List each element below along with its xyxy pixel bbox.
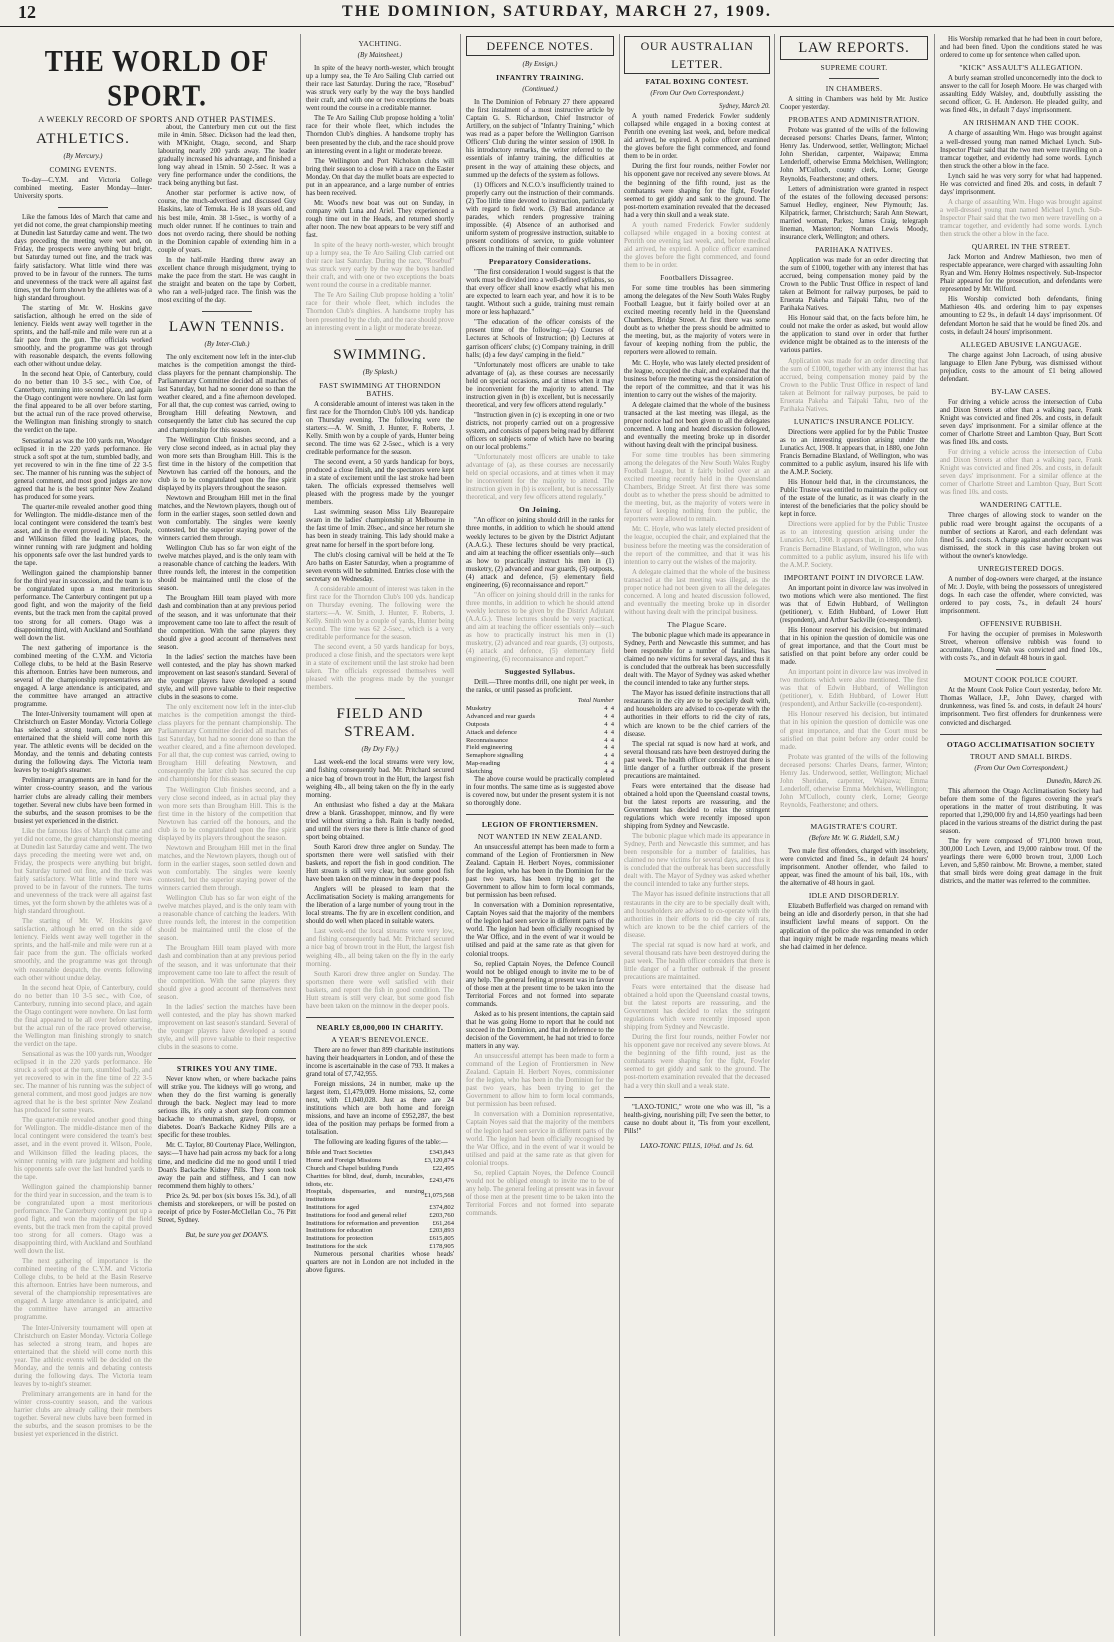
article-paragraph: Another star performer is active now, of course, the much-advertised and discussed Guy Haskins, late of Temuka. He is 18 years old, and his best mile, 4min. 38 1-5sec., is worthy of a much older runner. If he continues to train and does not overdo racing, there should be nothing in the Dominion capable of extending him in a couple of years.	[158, 190, 296, 254]
column-rule	[300, 34, 301, 1636]
abusive-language-head: ALLEGED ABUSIVE LANGUAGE.	[960, 339, 1082, 349]
table-cell: Attack and defence	[466, 728, 517, 736]
article-paragraph: A number of dog-owners were charged, at the instance of Mr. J. Doyle, with being the possessors of unregistered dogs. In each case the offender, where convicted, was ordered to pay costs, 7s., in default 24 hours' imprisonment.	[940, 575, 1102, 615]
article-paragraph: A considerable amount of interest was taken in the first race for the Thorndon Club's 100 yds. handicap on Thursday evening. The following were the starters:—A. W. Smith, J. Hunter, F. Roberts, J. Kelly. Smith won by a couple of yards, Hunter being second. The time was 62 2-5sec., which is a very creditable performance for the season.	[306, 400, 454, 457]
table-cell: £374,802	[429, 1204, 454, 1212]
article-paragraph: The fry were composed of 971,000 brown trout, 300,000 Loch Leven, and 19,000 rainbow trout. Of the yearlings there were 6,000 brown trout, 3,000 Loch Leven, and 5,850 rainbow. Mr. Browne, a member, stated that small birds were doing great damage in the fruit districts, and the matter was referred to the committee.	[940, 838, 1102, 886]
otago-society-head: OTAGO ACCLIMATISATION SOCIETY	[946, 739, 1096, 749]
article-paragraph: South Karori drew three angler on Sunday. The sportsmen there were well satisfied with their baskets, and report the fish in good condition. The Hutt stream is still very clear, but some good fish have been taken on the minnow in the deeper pools.	[306, 970, 454, 1010]
article-paragraph: A charge of assaulting Wm. Hugo was brought against a well-dressed young man named Michael Lynch. Sub-Inspector Phair said that the two men were travelling on a tramcar together, and evidently had some words. Lynch then struck the other a blow in the face.	[940, 130, 1102, 170]
table-cell: £203,760	[429, 1211, 454, 1219]
swimming-title: SWIMMING.	[333, 346, 427, 363]
table-cell: Outposts	[466, 721, 490, 729]
table-row	[306, 1149, 454, 1157]
table-cell: Bible and Tract Societies	[306, 1149, 373, 1157]
article-paragraph: Wellington gained the championship banner for the third year in succession, and the team is to be congratulated upon a most meritorious performance. The Canterbury contingent put up a good fight, and won the majority of the field events, but the track men from the capital proved too strong for all comers. Otago was a disappointing third, with Auckland and Southland well down the list.	[14, 570, 152, 642]
table-cell: Institutions for education	[306, 1227, 373, 1235]
article-paragraph: "Unfortunately most officers are unable to take advantage of (a), as these courses are necessarily held on special occasions, and at times when it may be inconvenient for the majority to attend. The instruction given in (b) is excellent, but is necessarily theoretical, and very few officers attend regularly."	[466, 361, 614, 409]
article-paragraph: Anglers will be pleased to learn that the Acclimatisation Society is making arrangements for the liberation of a large number of young trout in the local streams. The fry are in excellent condition, and should do well when placed in suitable waters.	[306, 886, 454, 926]
lawn-tennis-byline: (By Inter-Club.)	[204, 340, 250, 349]
table-cell: Home and Foreign Missions	[306, 1157, 381, 1165]
article-paragraph: The Brougham Hill team played with more dash and combination than at any previous period of the season, and it was unfortunate that their improvement came too late to affect the result of the competition. With the same players they should give a good account of themselves next season.	[158, 595, 296, 651]
article-paragraph: The only excitement now left in the inter-club matches is the competition amongst the third-class players for the pennant championship. The Parliamentary Committee decided all matches of last Saturday, but had no sooner done so than the weather cleared, and a fine afternoon developed. For all that, the cup contest was carried, owing to Brougham Hill defeating Newtown, and consequently the latter club has secured the cup and championship for this season.	[158, 354, 296, 434]
article-paragraph: An unsuccessful attempt has been made to form a command of the Legion of Frontiersmen in New Zealand. Captain H. Herbert Noyes, commissioner for the legion, who has been in the Dominion for the past two years, has been trying to get the Government to allow him to form local commands, but permission has been refused.	[466, 1053, 614, 1109]
divider	[466, 814, 614, 815]
article-paragraph: An unsuccessful attempt has been made to form a command of the Legion of Frontiersmen in New Zealand. Captain H. Herbert Noyes, commissioner for the legion, who has been in the Dominion for the past two years, has been trying to get the Government to allow him to form local commands, but permission has been refused.	[466, 843, 614, 900]
article-paragraph: A burly seaman strolled unconcernedly into the dock to answer to the call for Joseph Moore. He was charged with assaulting Eddy Walsley, and, doubtfully assisting the second officer, G. H. Anderson. He pleaded guilty, and was fined 40s., in default 7 days' imprisonment.	[940, 75, 1102, 115]
article-paragraph: The starting of Mr. W. Hoskins gave satisfaction, although he erred on the side of leniency. Fields went away well together in the sprints, and the half-mile and mile were run at a fair pace from the gun. The officials worked smoothly, and the programme was got through with reasonable despatch, the events following each other without undue delay.	[14, 304, 152, 369]
table-row	[466, 752, 614, 760]
law-reports-title: LAW REPORTS.	[780, 36, 928, 60]
column-rule	[460, 34, 461, 1636]
charity-title: NEARLY £8,000,000 IN CHARITY.	[316, 1022, 444, 1032]
lunatic-head: LUNATIC'S INSURANCE POLICY.	[793, 416, 915, 426]
article-paragraph: The only excitement now left in the inter-club matches is the competition amongst the third-class players for the pennant championship. The Parliamentary Committee decided all matches of last Saturday, but had no sooner done so than the weather cleared, and a fine afternoon developed. For all that, the cup contest was carried, owing to Brougham Hill defeating Newtown, and consequently the latter club has secured the cup and championship for this season.	[158, 704, 296, 784]
ad-paragraph: Price 2s. 9d. per box (six boxes 15s. 3d.), of all chemists and storekeepers, or will be posted on receipt of price by Foster-McClellan Co., 76 Pitt Street, Sydney.	[158, 1192, 296, 1224]
table-cell: Map-reading	[466, 760, 501, 768]
divider	[624, 1097, 770, 1098]
article-paragraph: A sitting in Chambers was held by Mr. Justice Cooper yesterday.	[780, 96, 928, 112]
wandering-cattle-head: WANDERING CATTLE.	[979, 500, 1063, 510]
table-row	[466, 744, 614, 752]
article-paragraph: Directions were applied for by the Public Trustee as to an interesting question arising under the Lunatics Act, 1908. It appears that, in 1880, one John Francis Bernadine Blaxland, of Wellington, who was committed to a public asylum, insured his life with the A.M.P. Society.	[780, 428, 928, 477]
table-row	[306, 1165, 454, 1173]
sport-headline: THE WORLD OF SPORT.	[44, 44, 270, 113]
on-joining-head: On Joining.	[519, 505, 561, 515]
article-paragraph: The Wellington Club finishes second, and a very close second indeed, as in actual play they won more sets than Brougham Hill. This is the first time in the history of the competition that Newtown has carried off the honours, and the club is to be congratulated upon the fine spirit displayed by its players throughout the season.	[158, 786, 296, 842]
mount-cook-head: MOUNT COOK POLICE COURT.	[964, 675, 1078, 685]
article-paragraph: "The education of the officer consists of the present time of the following:—(a) Courses of Lectures at Schools of Instruction; (b) Lectures at garrison officers' clubs; (c) Company training, in drill halls; (d) a few days' camping in the field."	[466, 319, 614, 359]
defence-title: DEFENCE NOTES.	[466, 36, 614, 56]
not-wanted-head: NOT WANTED IN NEW ZEALAND.	[477, 831, 603, 841]
table-cell: 4	[610, 767, 614, 775]
article-paragraph: At the Mount Cook Police Court yesterday, before Mr. Thomas Wallace, J.P., John Davey, charged with drunkenness, was fined 5s. and costs, in default 24 hours' imprisonment. Two first offenders for drunkenness were convicted and discharged.	[940, 687, 1102, 727]
column-court-continued	[940, 36, 1102, 1636]
article-paragraph: Lynch said he was very sorry for what had happened. He was convicted and fined 20s. and costs, in default 7 days' imprisonment.	[940, 172, 1102, 196]
divider	[940, 734, 1102, 735]
article-paragraph: There are no fewer than 899 charitable institutions having their headquarters in London, and of these the income is ascertainable in the case of 793. It makes a grand total of £7,742,955.	[306, 1046, 454, 1079]
article-paragraph: This afternoon the Otago Acclimatisation Society had before them some of the figures covering the year's operations in the matter of trout distributing. It was reported that 1,290,000 fry and 14,850 yearlings had been placed in the various streams of the district during the past season.	[940, 787, 1102, 835]
correspondent-note: (From Our Own Correspondent.)	[974, 763, 1068, 772]
table-cell: £615,805	[429, 1235, 454, 1243]
article-paragraph: The Brougham Hill team played with more dash and combination than at any previous period of the season, and it was unfortunate that their improvement came too late to affect the result of the competition. With the same players they should give a good account of themselves next season.	[158, 945, 296, 1001]
in-chambers-head: IN CHAMBERS.	[825, 84, 883, 94]
table-cell: 4	[604, 736, 608, 744]
article-paragraph: In conversation with a Dominion representative, Captain Noyes said that the majority of the members of the legion had seen service in different parts of the world. The legion had been officially recognised by the War Office, and in the event of war it would be utilised and paid at the same rate as that given for colonial troops.	[466, 1111, 614, 1167]
probates-head: PROBATES AND ADMINISTRATION.	[788, 115, 920, 125]
article-paragraph: Mr. Wood's new boat was out on Sunday, in company with Luna and Ariel. They experienced a rough time out in the Heads, and returned shortly after noon. The new boat appears to be very stiff and fast.	[306, 199, 454, 240]
column-law-reports	[780, 36, 928, 1636]
ad-verse: "LAXO-TONIC," wrote one who was ill, "is a health-giving, nourishing pill; I've seen the better, to cause no doubt about it, 'Tis from your excellent, Pills!"	[624, 1103, 770, 1135]
table-row	[306, 1220, 454, 1228]
doans-ad-title: STRIKES YOU ANY TIME.	[176, 1064, 278, 1074]
article-paragraph: The Te Aro Sailing Club propose holding a 'tolin' race for their whole fleet, which includes the Thorndon Club's dinghies. A handsome trophy has been presented by the club, and the race should prove an interesting event in a light or moderate breeze.	[306, 292, 454, 332]
table-cell: 4	[610, 752, 614, 760]
article-paragraph: The Mayor has issued definite instructions that all restaurants in the city are to be specially dealt with, and householders are advised to co-operate with the authorities in their efforts to rid the city of rats, which are known to be the chief carriers of the disease.	[624, 690, 770, 738]
field-stream-title: FIELD AND STREAM.	[336, 706, 424, 741]
article-paragraph: The above course would be practically completed in four months. The same time as is suggested above is covered now, but under the present system it is not so thoroughly done.	[466, 775, 614, 807]
irishman-head: AN IRISHMAN AND THE COOK.	[962, 118, 1080, 128]
article-paragraph: Fears were entertained that the disease had obtained a hold upon the Queensland coastal towns, but the latest reports are reassuring, and the Government has decided to relax the stringent regulations which were recently imposed upon shipping from Sydney and Newcastle.	[624, 983, 770, 1032]
article-paragraph: The charge against John Lacroach, of using abusive language to Ellen Jane Pyburg, was dismissed without prejudice, costs to the amount of £1 being allowed defendant.	[940, 351, 1102, 383]
divider	[780, 816, 928, 817]
infantry-continued: (Continued.)	[522, 85, 558, 94]
article-paragraph: "The first consideration I would suggest is that the work must be divided into a well-defined syllabus, so that every officer shall know exactly what his men are expected to learn each year, and how it is to be taught. Without such a guide, training must remain more or less haphazard."	[466, 269, 614, 317]
magistrates-court-head: MAGISTRATE'S COURT.	[810, 821, 898, 831]
divider	[355, 339, 405, 340]
article-paragraph: (1) Officers and N.C.O.'s insufficiently trained to properly carry out the instruction of their commands. (2) Too little time devoted to instruction, particularly with regard to field work. (3) Bad attendance at parades, which renders progressive training impossible. (4) Absence of an authorised and uniform system of progressive instruction, suitable to present conditions of service, to guide volunteer officers in the training of their commands.	[466, 181, 614, 253]
table-cell: Field engineering	[466, 744, 513, 752]
table-cell: 4	[604, 705, 608, 713]
table-cell: 4	[610, 713, 614, 721]
article-paragraph: Mr. C. Hoyle, who was lately elected president of the league, occupied the chair, and explained that the business before the meeting was the consideration of the report of the committee, and that it was his intention to carry out the wishes of the majority.	[624, 359, 770, 399]
table-cell: 4	[610, 736, 614, 744]
article-paragraph: For some time troubles has been simmering among the delegates of the New South Wales Rugby Football League, but it fairly boiled over at an excited meeting recently held in the Queensland Chambers, Bridge Street. At first there was some doubt as to whether the press should be admitted to the meeting, but, as the majority of voters were in favour of keeping nothing from the public, the reporters were allowed to remain.	[624, 285, 770, 357]
parihaka-head: PARIHAKA NATIVES.	[815, 244, 893, 254]
article-paragraph: Probate was granted of the wills of the following deceased persons: Charles Deans, farmer, Winton; Henry Jas. Underwood, settler, Wellington; Michael John Sheridan, carpenter, Waipawa; Emma Lenderloff, otherwise Emma Melchisen, Wellington; John M'Culloch, county clerk, Lorne; George Reynolds, Featherstone; and others.	[780, 753, 928, 809]
article-paragraph: Last week-end the local streams were very low, and fishing consequently bad. Mr. Pritchard secured a nice bag of brown trout in the Hutt, the largest fish weighing 4lb., all being taken on the fly in the early morning.	[306, 759, 454, 799]
divorce-head: IMPORTANT POINT IN DIVORCE LAW.	[783, 572, 925, 582]
column-rule	[934, 34, 935, 1636]
article-paragraph: Last swimming season Miss Lily Beaurepaire swam in the ladies' championship at Melbourne in the fast time of 1min. 20sec., and since her return she has been in steady training. This lady should make a great name for herself in the sport before long.	[306, 509, 454, 549]
article-paragraph: So, replied Captain Noyes, the Defence Council would not be obliged enough to invite me to be of any help. The general feeling at present was in favour of those men at the present time to be taken into the Territorial Forces and not formed into separate commands.	[466, 960, 614, 1008]
article-paragraph: Sensational as was the 100 yards run, Woodger eclipsed it in the 220 yards performance. He struck a soft spot at the turn, stumbled badly, and yet recovered to win in the fine time of 22 3-5 sec. The manner of his running was the subject of general comment, and most good judges are now agreed that he is the best sprinter New Zealand has produced for some years.	[14, 1050, 152, 1115]
athletics-byline: (By Mercury.)	[63, 152, 103, 160]
article-paragraph: An important point in divorce law was involved in two motions which were also mentioned. The first was that of Edwin Hubbard, of Wellington (petitioner), v. Edith Hubbard, of Lower Hutt (respondent), and Arthur Sackville (co-respondent).	[780, 669, 928, 709]
table-row	[466, 713, 614, 721]
article-paragraph: In the second heat Opie, of Canterbury, could do no better than 10 3-5 sec., with Coe, of Canterbury, running into second place, and again the Otago contingent were nowhere. On last form the final appeared to be all over before starting, but the actual run of the race proved otherwise, the Wellington man finishing strongly to snatch the verdict on the tape.	[14, 371, 152, 435]
table-cell: 4	[610, 744, 614, 752]
article-paragraph: The Mayor has issued definite instructions that all restaurants in the city are to be specially dealt with, and householders are advised to co-operate with the authorities in their efforts to rid the city of rats, which are known to be the chief carriers of the disease.	[624, 891, 770, 939]
correspondent-note: (From Our Own Correspondent.)	[650, 89, 744, 98]
article-paragraph: In spite of the heavy north-wester, which brought up a lumpy sea, the Te Aro Sailing Club carried out their race last Saturday. During the race, "Rosebud" was struck very early by the way the boys handled their craft, and with one or two exceptions the boats went round the course in a creditable manner.	[306, 65, 454, 113]
article-paragraph: The next gathering of importance is the combined meeting of the C.Y.M. and Victoria College clubs, to be held at the Basin Reserve this afternoon. Entries have been numerous, and several of the championship representatives are engaged. A large attendance is anticipated, and the committee have arranged an attractive programme.	[14, 644, 152, 708]
table-cell: Institutions for reformation and prevention	[306, 1219, 419, 1227]
table-cell: Reconnaissance	[466, 736, 509, 744]
table-row	[466, 768, 614, 776]
article-paragraph: His Worship remarked that he had been in court before, and had been fined. Upon the conditions stated he was ordered to come up for sentence when called upon.	[940, 36, 1102, 60]
table-cell: £1,075,568	[424, 1192, 454, 1200]
article-paragraph: Foreign missions, 24 in number, make up the largest item, £1,479,009. Home missions, 52, come next, with £1,040,028. Just as there are 24 institutions which are both home and foreign missions, and have an income of £952,287, the best idea of the position may perhaps be formed from a totalisation.	[306, 1081, 454, 1137]
divider	[996, 669, 1046, 670]
article-paragraph: The bubonic plague which made its appearance in Sydney, Perth and Newcastle this summer, and has been responsible for a number of fatalities, has claimed no new victims for several days, and thus it is concluded that the outbreak has been successfully dealt with. The Mayor of Sydney was asked whether the council intended to take any further steps.	[624, 632, 770, 688]
article-paragraph: A youth named Frederick Fowler suddenly collapsed while engaged in a boxing contest at Penrith one evening last week, and, before medical aid arrived, he expired. A police officer examined the gloves before the fight commenced, and found them to be in order.	[624, 221, 770, 269]
legion-head: LEGION OF FRONTIERSMEN.	[481, 819, 599, 829]
table-cell: £178,905	[429, 1243, 454, 1251]
divider	[202, 311, 252, 312]
article-paragraph: The club's closing carnival will be held at the Te Aro baths on Easter Saturday, when a programme of seven events will be submitted. Entries close with the secretary on Wednesday.	[306, 551, 454, 583]
article-paragraph: Asked as to his present intentions, the captain said that he was going Home to report that he could not succeed in the Dominion, and that in deference to the decision of the Government, he had not tried to force matters in any way.	[466, 1010, 614, 1051]
column-yachting	[306, 36, 454, 1636]
divider	[58, 207, 108, 208]
ad-paragraph: Mr. C. Taylor, 80 Courtenay Place, Wellington, says:—'I have had pain across my back for a long time, and medicine did me no good until I tried Doan's Backache Kidney Pills. They soon took away the pain and stiffness, and I can now recommend them highly to others.'	[158, 1142, 296, 1190]
table-row	[306, 1204, 454, 1212]
offensive-rubbish-head: OFFENSIVE RUBBISH.	[979, 619, 1063, 629]
table-row	[306, 1235, 454, 1243]
page-number: 12	[18, 2, 36, 22]
quarrel-head: QUARREL IN THE STREET.	[971, 242, 1071, 252]
bylaw-head: BY-LAW CASES.	[991, 386, 1051, 396]
article-paragraph: "An officer on joining should drill in the ranks for three months, in addition to which he should attend weekly lectures to be given by the District Adjutant (A.A.G.). These lectures should be very practical, and aim at teaching the officer essentials only—such as how to practically instruct his men in (1) musketry, (2) advanced and rear guards, (3) outposts, (4) attack and defence, (5) elementary field engineering, (6) reconnaissance and report."	[466, 591, 614, 664]
ad-paragraph: Never know when, or where backache pains will strike you. The kidneys will go wrong, and when they do the first warning is generally through the back. Neglect may lead to more serious ills, it's only a short step from common backache to rheumatism, gravel, dropsy, or diabetes. Doan's Backache Kidney Pills are a specific for these troubles.	[158, 1076, 296, 1140]
divider	[355, 698, 405, 699]
article-paragraph: Wellington Club has so far won eight of the twelve matches played, and is the only team with a reasonable chance of catching the leaders. With three rounds left, the interest in the competition should be maintained until the close of the season.	[158, 545, 296, 593]
article-paragraph: "An officer on joining should drill in the ranks for three months, in addition to which he should attend weekly lectures to be given by the District Adjutant (A.A.G.). These lectures should be very practical, and aim at teaching the officer essentials only—such as how to practically instruct his men in (1) musketry, (2) advanced and rear guards, (3) outposts, (4) attack and defence, (5) elementary field engineering, (6) reconnaissance and report."	[466, 517, 614, 589]
article-paragraph: His Honour reserved his decision, but intimated that in his opinion the question of domicile was one of great importance, and that the Court must be satisfied on that point before any order could be made.	[780, 711, 928, 751]
article-paragraph: Drill.—Three months drill, one night per week, in the ranks, or until passed as proficient.	[466, 679, 614, 695]
article-paragraph: Application was made for an order directing that the sum of £1000, together with any interest that has accrued, being compensation money paid by the Crown to the Public Trust Office in respect of land taken at Belmont for railway purposes, be paid to Eruerata Pakeha and Taipaki Tahu, two of the Parihaka Natives.	[780, 357, 928, 413]
table-row	[466, 760, 614, 768]
article-paragraph: To-day—C.Y.M. and Victoria College combined meeting. Easter Monday—Inter-University sports.	[14, 177, 152, 201]
article-paragraph: In the half-mile Harding threw away an excellent chance through misjudgment, trying to make the pace from the start. He was caught in the straight and beaten on the tape by Corbett, who ran a well-judged race. The finish was the most exciting of the day.	[158, 256, 296, 304]
column-australian-letter	[624, 36, 770, 1636]
article-paragraph: The Te Aro Sailing Club propose holding a 'tolin' race for their whole fleet, which includes the Thorndon Club's dinghies. A handsome trophy has been presented by the club, and the race should prove an interesting event in a light or moderate breeze.	[306, 115, 454, 155]
australian-letter-title: OUR AUSTRALIAN LETTER.	[624, 36, 770, 74]
article-paragraph: Letters of administration were granted in respect of the estates of the following deceased persons: Samuel Hedley, engineer, New Plymouth; Jas. Kilpatrick, farmer, Christchurch; Sarah Ann Stewart, married woman, Parkes; James Craig, telegraph lineman, Masterton; Norman Lewis Moody, insurance clerk, Wellington; and others.	[780, 185, 928, 241]
table-row	[306, 1173, 454, 1189]
table-cell: 4	[604, 767, 608, 775]
table-row	[306, 1243, 454, 1251]
table-cell: Institutions for aged	[306, 1204, 360, 1212]
article-paragraph: For driving a vehicle across the intersection of Cuba and Dixon Streets at other than a walking pace, Frank Knight was convicted and fined 20s. and costs, in default seven days' imprisonment. For a similar offence at the corner of Charlotte Street and Lambton Quay, Burt Scott was fined 10s. and costs.	[940, 398, 1102, 447]
table-cell: 4	[610, 705, 614, 713]
article-paragraph: An important point in divorce law was involved in two motions which were also mentioned. The first was that of Edwin Hubbard, of Wellington (petitioner), v. Edith Hubbard, of Lower Hutt (respondent), and Arthur Sackville (co-respondent).	[780, 584, 928, 624]
article-paragraph: Preliminary arrangements are in hand for the winter cross-country season, and the various harrier clubs are already calling their members together. Several new clubs have been formed in the suburbs, and the season promises to be the busiest yet experienced in the district.	[14, 777, 152, 825]
article-paragraph: The quarter-mile revealed another good thing for Wellington. The middle-distance men of the local contingent were considered the team's best asset, and in the event proved it. Wilson, Poole, and Wilkinson filled the leading places, the winner running with rare judgment and holding his opponents safe over the last hundred yards to the tape.	[14, 1117, 152, 1181]
table-cell: 4	[604, 744, 608, 752]
coming-events-head: COMING EVENTS.	[49, 165, 117, 175]
article-paragraph: The special rat squad is now hard at work, and several thousand rats have been destroyed during the past week. The health officer considers that there is little danger of a further outbreak if the present precautions are maintained.	[624, 941, 770, 981]
table-cell: 4	[610, 760, 614, 768]
article-paragraph: Like the famous Ides of March that came and yet did not come, the great championship meeting at Dunedin last Saturday came and went. The two days preceding the meeting were wet and, on Friday, the prospects were anything but bright, but Saturday turned out fine, and the track was fairly satisfactory. What little wind there was proved to be in favour of the runners. The turns and unevenness of the track were all against fast times, yet the form shown by the athletes was of a high standard throughout.	[14, 214, 152, 302]
article-paragraph: In the second heat Opie, of Canterbury, could do no better than 10 3-5 sec., with Coe, of Canterbury, running into second place, and again the Otago contingent were nowhere. On last form the final appeared to be all over before starting, but the actual run of the race proved otherwise, the Wellington man finishing strongly to snatch the verdict on the tape.	[14, 984, 152, 1048]
article-paragraph: His Worship convicted both defendants, fining Mathieson 40s. and ordering him to pay expenses amounting to £2 9s., in default 14 days' imprisonment. Of defendant Morton he said that he would be fined 20s. and costs, in default 24 hours' imprisonment.	[940, 296, 1102, 336]
table-row	[466, 729, 614, 737]
syllabus-head: Suggested Syllabus.	[504, 667, 576, 677]
table-cell: Institutions for protection	[306, 1235, 374, 1243]
article-paragraph: In The Dominion of February 27 there appeared the first instalment of a most instructive article by Captain G. S. Richardson, Chief Instructor of Artillery, on the subject of "Infantry Training," which was read as a paper before the Wellington Garrison Officers' Club during the winter session of 1908. In his introductory remarks, the writer referred to the essentials of infantry training, the difficulties at present in the way of attaining these objects, and summed up the defects of the system as follows.	[466, 99, 614, 179]
divider	[306, 1017, 454, 1018]
article-paragraph: In conversation with a Dominion representative, Captain Noyes said that the majority of the members of the legion had seen service in different parts of the world. The legion had been officially recognised by the War Office, and in the event of war it would be utilised and paid at the same rate as that given for colonial troops.	[466, 902, 614, 958]
table-cell: £3,120,874	[424, 1157, 454, 1165]
laxo-tonic-ad: LAXO-TONIC PILLS, 10½d. and 1s. 6d.	[640, 1141, 754, 1150]
athletics-title: ATHLETICS.	[36, 131, 130, 147]
article-paragraph: Wellington Club has so far won eight of the twelve matches played, and is the only team with a reasonable chance of catching the leaders. With three rounds left, the interest in the competition should be maintained until the close of the season.	[158, 895, 296, 943]
swimming-subhead: FAST SWIMMING AT THORNDON BATHS.	[319, 380, 441, 398]
trout-head: TROUT AND SMALL BIRDS.	[969, 751, 1073, 761]
syllabus-table	[466, 705, 614, 775]
fatal-boxing-head: FATAL BOXING CONTEST.	[645, 77, 749, 86]
column-lawn-tennis	[158, 124, 296, 1636]
article-paragraph: His Honour held that, in the circumstances, the Public Trustee was entitled to maintain the policy out of the estate of the lunatic, as it was clearly in the interest of the beneficiaries that the policy should be kept in force.	[780, 479, 928, 519]
article-paragraph: Preliminary arrangements are in hand for the winter cross-country season, and the various harrier clubs are already calling their members together. Several new clubs have been formed in the suburbs, and the season promises to be the busiest yet experienced in the district.	[14, 1390, 152, 1439]
article-paragraph: Jack Morton and Andrew Mathieson, two men of respectable appearance, were charged with assaulting John Ryan and Wm. Henry Holmes respectively. Sub-Inspector Phair appeared for the prosecution, and defendants were represented by Mr. Wilford.	[940, 254, 1102, 294]
footballers-head: Footballers Dissagree.	[660, 273, 734, 283]
article-paragraph: The following are leading figures of the table:—	[314, 1139, 448, 1147]
table-cell: Sketching	[466, 767, 493, 775]
table-cell: £343,843	[429, 1149, 454, 1157]
article-paragraph: During the first four rounds, neither Fowler nor his opponent gave nor received any severe blows. At the beginning of the fifth round, just as the combatants were shaping for the fight, Fowler seemed to get giddy and sank to the ground. The post-mortem examination revealed that the deceased had a very thin skull and a weak state.	[624, 163, 770, 219]
syllabus-column-head: Total Number	[577, 697, 614, 705]
column-defence	[466, 36, 614, 1636]
yachting-byline: (By Mainsheet.)	[357, 51, 403, 60]
article-paragraph: For having the occupier of premises in Molesworth Street, whereon offensive rubbish was found to accumulate, Chong Wah was convicted and fined 10s., with costs 7s., and in default 48 hours in gaol.	[940, 631, 1102, 663]
preparatory-head: Preparatory Considerations.	[488, 257, 592, 267]
yachting-title: YACHTING.	[358, 39, 402, 48]
article-paragraph: Fears were entertained that the disease had obtained a hold upon the Queensland coastal towns, but the latest reports are reassuring, and the Government has decided to relax the stringent regulations which were recently imposed upon shipping from Sydney and Newcastle.	[624, 782, 770, 831]
table-cell: 4	[604, 728, 608, 736]
article-paragraph: The starting of Mr. W. Hoskins gave satisfaction, although he erred on the side of leniency. Fields went away well together in the sprints, and the half-mile and mile were run at a fair pace from the gun. The officials worked smoothly, and the programme was got through with reasonable despatch, the events following each other without undue delay.	[14, 918, 152, 982]
article-paragraph: During the first four rounds, neither Fowler nor his opponent gave nor received any severe blows. At the beginning of the fifth round, just as the combatants were shaping for the fight, Fowler seemed to get giddy and sank to the ground. The post-mortem examination revealed that the deceased had a very thin skull and a weak state.	[624, 1034, 770, 1090]
table-cell: Musketry	[466, 705, 492, 713]
article-paragraph: The bubonic plague which made its appearance in Sydney, Perth and Newcastle this summer, and has been responsible for a number of fatalities, has claimed no new victims for several days, and thus it is concluded that the outbreak has been successfully dealt with. The Mayor of Sydney was asked whether the council intended to take any further steps.	[624, 833, 770, 889]
article-paragraph: The Wellington and Port Nicholson clubs will bring their season to a close with a race on the Easter Monday. On that day the mullet boats are expected to put in an appearance, and a large number of entries has been received.	[306, 157, 454, 197]
doans-tagline: But, be sure you get DOAN'S.	[185, 1230, 269, 1239]
plague-head: The Plague Scare.	[667, 619, 727, 629]
article-paragraph: In spite of the heavy north-wester, which brought up a lumpy sea, the Te Aro Sailing Club carried out their race last Saturday. During the race, "Rosebud" was struck very early by the way the boys handled their craft, and with one or two exceptions the boats went round the course in a creditable manner.	[306, 242, 454, 290]
table-cell: Hospitals, dispensaries, and nursing institutions	[306, 1188, 425, 1204]
article-paragraph: Wellington gained the championship banner for the third year in succession, and the team is to be congratulated upon a most meritorious performance. The Canterbury contingent put up a good fight, and won the majority of the field events, but the track men from the capital proved too strong for all comers. Otago was a disappointing third, with Auckland and Southland well down the list.	[14, 1183, 152, 1256]
table-cell: 4	[604, 713, 608, 721]
article-paragraph: "Unfortunately most officers are unable to take advantage of (a), as these courses are necessarily held on special occasions, and at times when it may be inconvenient for the majority to attend. The instruction given in (b) is excellent, but is necessarily theoretical, and very few officers attend regularly."	[466, 454, 614, 502]
article-paragraph: "Instruction given in (c) is excepting in one or two districts, not properly carried out on a progressive system, and consists of papers being read by different officers on subjects some of which have no bearing on our local problems."	[466, 411, 614, 452]
defence-byline: (By Ensign.)	[522, 60, 558, 68]
article-paragraph: A charge of assaulting Wm. Hugo was brought against a well-dressed young man named Michael Lynch. Sub-Inspector Phair said that the two men were travelling on a tramcar together, and evidently had some words. Lynch then struck the other a blow in the face.	[940, 198, 1102, 239]
article-paragraph: Application was made for an order directing that the sum of £1000, together with any interest that has accrued, being compensation money paid by the Crown to the Public Trust Office in respect of land taken at Belmont for railway purposes, be paid to Eruerata Pakeha and Taipaki Tahu, two of the Parihaka Natives.	[780, 256, 928, 313]
table-cell: 4	[604, 752, 608, 760]
article-paragraph: Elizabeth Bufferfield was charged on remand with being an idle and disorderly person, in that she had insufficient lawful means of support. On the application of the police she was remanded in order that inquiry might be made regarding means which she had claimed in her defence.	[780, 903, 928, 951]
table-row	[306, 1157, 454, 1165]
article-paragraph: Two male first offenders, charged with insobriety, were convicted and fined 5s., in default 24 hours' imprisonment. Another offender, who failed to appear, was fined the amount of his bail, 10s., with the alternative of 48 hours in gaol.	[780, 848, 928, 888]
table-cell: £22,495	[432, 1165, 454, 1173]
table-cell: Church and Chapel building Funds	[306, 1165, 399, 1173]
article-paragraph: For driving a vehicle across the intersection of Cuba and Dixon Streets at other than a walking pace, Frank Knight was convicted and fined 20s. and costs, in default seven days' imprisonment. For a similar offence at the corner of Charlotte Street and Lambton Quay, Burt Scott was fined 10s. and costs.	[940, 449, 1102, 497]
table-cell: 4	[604, 721, 608, 729]
article-paragraph: Like the famous Ides of March that came and yet did not come, the great championship meeting at Dunedin last Saturday came and went. The two days preceding the meeting were wet and, on Friday, the prospects were anything but bright, but Saturday turned out fine, and the track was fairly satisfactory. What little wind there was proved to be in favour of the runners. The turns and unevenness of the track were all against fast times, yet the form shown by the athletes was of a high standard throughout.	[14, 827, 152, 916]
table-cell: £61,264	[432, 1219, 454, 1227]
article-paragraph: The second event, a 50 yards handicap for boys, produced a close finish, and the spectators were kept in a state of excitement until the last stroke had been taken. The officials expressed themselves well pleased with the progress made by the younger members.	[306, 459, 454, 507]
table-cell: 4	[604, 760, 608, 768]
table-cell: Advanced and rear guards	[466, 713, 536, 721]
article-paragraph: The next gathering of importance is the combined meeting of the C.Y.M. and Victoria College clubs, to be held at the Basin Reserve this afternoon. Entries have been numerous, and several of the championship representatives are engaged. A large attendance is anticipated, and the committee have arranged an attractive programme.	[14, 1258, 152, 1322]
article-paragraph: So, replied Captain Noyes, the Defence Council would not be obliged enough to invite me to be of any help. The general feeling at present was in favour of those men at the present time to be taken into the Territorial Forces and not formed into separate commands.	[466, 1169, 614, 1217]
article-paragraph: A delegate claimed that the whole of the business transacted at the last meeting was illegal, as the proper notice had not been given to all the delegates concerned. A long and heated discussion followed, and eventually the meeting broke up in disorder without having dealt with the principal business.	[624, 401, 770, 449]
article-paragraph: Probate was granted of the wills of the following deceased persons: Charles Deans, farmer, Winton; Henry Jas. Underwood, settler, Wellington; Michael John Sheridan, carpenter, Waipawa; Emma Lenderloff, otherwise Emma Melchisen, Wellington; John M'Culloch, county clerk, Lorne; George Reynolds, Featherstone; and others.	[780, 127, 928, 183]
lawn-tennis-title: LAWN TENNIS.	[168, 319, 286, 336]
table-cell: Charities for blind, deaf, dumb, incurables, idiots, etc.	[306, 1172, 425, 1188]
article-paragraph: His Honour said that, on the facts before him, he could not make the order as asked, but would allow the application to stand over in order that further evidence might be obtained as to the interests of the various parties.	[780, 315, 928, 355]
table-row	[466, 737, 614, 745]
article-paragraph: Numerous personal charities whose heads' quarters are not in London are not included in the above figures.	[306, 1250, 454, 1274]
table-cell: Institutions for food and general relief	[306, 1211, 407, 1219]
magistrate-note: (Before Mr. W. G. Riddell, S.M.)	[809, 834, 899, 843]
article-paragraph: The Inter-University tournament will open at Christchurch on Easter Monday. Victoria College has selected a strong team, and hopes are entertained that the shield will come north this year. The athletic events will be decided on the Monday, and the tennis and debating contests during the following days. The Victoria team leaves by to-night's steamer.	[14, 711, 152, 775]
table-cell: Institutions for the sick	[306, 1243, 367, 1251]
column-rule	[619, 34, 620, 1636]
article-paragraph: The second event, a 50 yards handicap for boys, produced a close finish, and the spectators were kept in a state of excitement until the last stroke had been taken. The officials expressed themselves well pleased with the progress made by the younger members.	[306, 644, 454, 692]
divider	[158, 1058, 296, 1059]
article-paragraph: A delegate claimed that the whole of the business transacted at the last meeting was illegal, as the proper notice had not been given to all the delegates concerned. A long and heated discussion followed, and eventually the meeting broke up in disorder without having dealt with the principal business.	[624, 568, 770, 616]
table-cell: Semaphore signalling	[466, 752, 524, 760]
article-paragraph: An enthusiast who fished a day at the Makara drew a blank. Grasshopper, minnow, and fly were tried without stirring a fish. Rain is badly needed, and until the rivers rise there is little chance of good sport being obtained.	[306, 801, 454, 841]
divider	[829, 78, 879, 79]
article-paragraph: Sensational as was the 100 yards run, Woodger eclipsed it in the 220 yards performance. He struck a soft spot at the turn, stumbled badly, and yet recovered to win in the fine time of 22 3-5 sec. The manner of his running was the subject of general comment, and most good judges are now agreed that he is the best sprinter New Zealand has produced for some years.	[14, 437, 152, 501]
article-paragraph: The Wellington Club finishes second, and a very close second indeed, as in actual play they won more sets than Brougham Hill. This is the first time in the history of the competition that Newtown has carried off the honours, and the club is to be congratulated upon the fine spirit displayed by its players throughout the season.	[158, 436, 296, 492]
article-paragraph: The special rat squad is now hard at work, and several thousand rats have been destroyed during the past week. The health officer considers that there is little danger of a further outbreak if the present precautions are maintained.	[624, 740, 770, 780]
article-paragraph: Newtown and Brougham Hill met in the final matches, and the Newtown players, though out of form in the earlier stages, soon settled down and won comfortably. The singles were keenly contested, but the superior staying power of the winners carried them through.	[158, 494, 296, 543]
table-cell: 4	[610, 721, 614, 729]
article-paragraph: In the ladies' section the matches have been well contested, and the play has shown marked improvement on last season's standard. Several of the younger players have developed a sound style, and will prove valuable to their respective clubs in the seasons to come.	[158, 1003, 296, 1051]
article-paragraph: Mr. C. Hoyle, who was lately elected president of the league, occupied the chair, and explained that the business before the meeting was the consideration of the report of the committee, and that it was his intention to carry out the wishes of the majority.	[624, 526, 770, 566]
article-paragraph: In the ladies' section the matches have been well contested, and the play has shown marked improvement on last season's standard. Several of the younger players have developed a sound style, and will prove valuable to their respective clubs in the seasons to come.	[158, 653, 296, 701]
charity-table	[306, 1149, 454, 1250]
article-paragraph: Directions were applied for by the Public Trustee as to an interesting question arising under the Lunatics Act, 1908. It appears that, in 1880, one John Francis Bernadine Blaxland, of Wellington, who was committed to a public asylum, insured his life with the A.M.P. Society.	[780, 521, 928, 569]
article-paragraph: Newtown and Brougham Hill met in the final matches, and the Newtown players, though out of form in the earlier stages, soon settled down and won comfortably. The singles were keenly contested, but the superior staying power of the winners carried them through.	[158, 844, 296, 893]
sport-subhead: A WEEKLY RECORD OF SPORTS AND OTHER PASTIMES.	[38, 114, 276, 124]
article-paragraph: His Honour reserved his decision, but intimated that in his opinion the question of domicile was one of great importance, and that the Court must be satisfied on that point before any order could be made.	[780, 626, 928, 667]
column-rule	[774, 34, 775, 1636]
kick-head: "KICK" ASSAULT'S ALLEGATION.	[959, 63, 1083, 73]
article-paragraph: The quarter-mile revealed another good thing for Wellington. The middle-distance men of the local contingent were considered the team's best asset, and in the event proved it. Wilson, Poole, and Wilkinson filled the leading places, the winner running with rare judgment and holding his opponents safe over the last hundred yards to the tape.	[14, 503, 152, 568]
masthead	[0, 0, 1114, 27]
article-paragraph: The Inter-University tournament will open at Christchurch on Easter Monday. Victoria College has selected a strong team, and hopes are entertained that the shield will come north this year. The athletic events will be decided on the Monday, and the tennis and debating contests during the following days. The Victoria team leaves by to-night's steamer.	[14, 1324, 152, 1388]
dateline: Sydney, March 20.	[718, 103, 770, 111]
table-cell: 4	[610, 728, 614, 736]
dateline: Dunedin, March 26.	[1046, 777, 1102, 785]
table-row	[466, 721, 614, 729]
article-paragraph: Last week-end the local streams were very low, and fishing consequently bad. Mr. Pritchard secured a nice bag of brown trout in the Hutt, the largest fish weighing 4lb., all being taken on the fly in the early morning.	[306, 928, 454, 968]
field-stream-byline: (By Dry Fly.)	[361, 745, 399, 754]
table-row	[306, 1212, 454, 1220]
article-paragraph: Three charges of allowing stock to wander on the public road were brought against the occupants of a number of sections at Karori, and each defendant was fined 5s. and costs. A charge against another occupant was dismissed, the stock in this case having broken out without the owner's knowledge.	[940, 512, 1102, 560]
newspaper-title: THE DOMINION, SATURDAY, MARCH 27, 1909.	[342, 3, 772, 20]
article-paragraph: about, the Canterbury men cut out the first mile in 4min. 58sec. Dickson had the lead then, with M'Knight, Otago, second, and Sharp labouring nearly 200 yards away. The leader gradually increased his advantage, and finished a long way ahead in 15min. 50 2-5sec. It was a very fine performance under the conditions, the track being anything but fast.	[158, 124, 296, 188]
infantry-head: INFANTRY TRAINING.	[496, 73, 584, 83]
charity-subhead: A YEAR'S BENEVOLENCE.	[331, 1034, 429, 1044]
supreme-court-head: SUPREME COURT.	[820, 63, 888, 72]
table-cell: £203,893	[429, 1227, 454, 1235]
table-row	[306, 1188, 454, 1204]
column-athletics	[14, 124, 152, 1636]
idle-disorderly-head: IDLE AND DISORDERLY.	[808, 891, 900, 901]
unregistered-dogs-head: UNREGISTERED DOGS.	[977, 563, 1065, 573]
swimming-byline: (By Splash.)	[362, 367, 398, 376]
article-paragraph: For some time troubles has been simmering among the delegates of the New South Wales Rugby Football League, but it fairly boiled over at an excited meeting recently held in the Queensland Chambers, Bridge Street. At first there was some doubt as to whether the press should be admitted to the meeting, but, as the majority of voters were in favour of keeping nothing from the public, the reporters were allowed to remain.	[624, 452, 770, 524]
table-cell: £243,476	[429, 1176, 454, 1184]
article-paragraph: A considerable amount of interest was taken in the first race for the Thorndon Club's 100 yds. handicap on Thursday evening. The following were the starters:—A. W. Smith, J. Hunter, F. Roberts, J. Kelly. Smith won by a couple of yards, Hunter being second. The time was 62 2-5sec., which is a very creditable performance for the season.	[306, 585, 454, 642]
article-paragraph: A youth named Frederick Fowler suddenly collapsed while engaged in a boxing contest at Penrith one evening last week, and, before medical aid arrived, he expired. A police officer examined the gloves before the fight commenced, and found them to be in order.	[624, 113, 770, 161]
table-row	[466, 705, 614, 713]
table-row	[306, 1227, 454, 1235]
article-paragraph: South Karori drew three angler on Sunday. The sportsmen there were well satisfied with their baskets, and report the fish in good condition. The Hutt stream is still very clear, but some good fish have been taken on the minnow in the deeper pools.	[306, 843, 454, 884]
